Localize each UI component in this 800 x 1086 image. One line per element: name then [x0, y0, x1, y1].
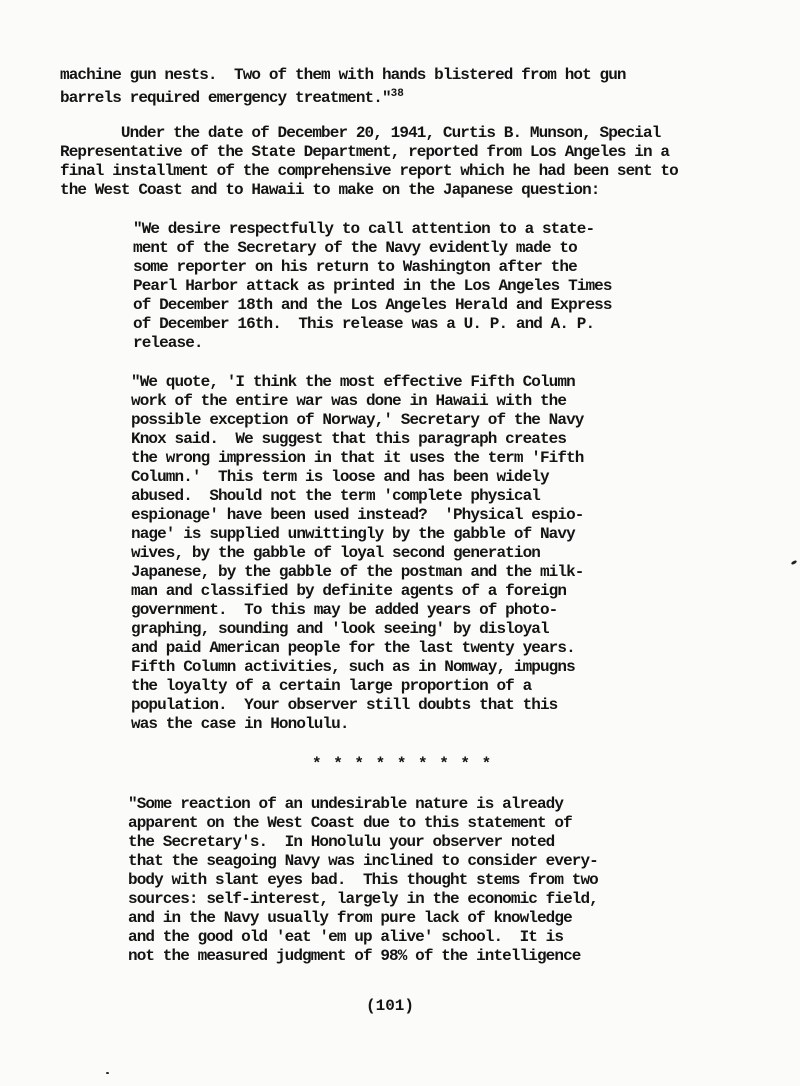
text-line-content: barrels required emergency treatment."	[60, 89, 391, 107]
quote-line: Fifth Column activities, such as in Nomway, impugns	[131, 658, 575, 676]
quote-line: work of the entire war was done in Hawaii with the	[131, 392, 567, 410]
quote-line: ment of the Secretary of the Navy evidently made to	[133, 239, 577, 257]
quote-line: government. To this may be added years of photo-	[131, 601, 558, 619]
quote-line: the loyalty of a certain large proportion of a	[131, 677, 532, 695]
quote-line: "Some reaction of an undesirable nature is already	[128, 795, 564, 813]
quote-line: nage' is supplied unwittingly by the gabble of Navy	[131, 525, 575, 543]
text-line: Under the date of December 20, 1941, Curtis B. Munson, Special	[60, 124, 661, 142]
quote-line: of December 18th and the Los Angeles Herald and Express	[133, 296, 612, 314]
page-number: (101)	[366, 997, 415, 1015]
quote-line: and the good old 'eat 'em up alive' school. It is	[128, 928, 564, 946]
text-line: final installment of the comprehensive report which he had been sent to	[60, 162, 678, 180]
text-line: Representative of the State Department, reported from Los Angeles in a	[60, 143, 670, 161]
text-line: the West Coast and to Hawaii to make on the Japanese question:	[60, 181, 600, 199]
quote-line: the wrong impression in that it uses the term 'Fifth	[131, 449, 584, 467]
quote-line: body with slant eyes bad. This thought stems from two	[128, 871, 598, 889]
quote-line: not the measured judgment of 98% of the intelligence	[128, 947, 581, 965]
footnote-reference: 38	[390, 88, 404, 100]
quote-line: release.	[133, 334, 203, 352]
text-line: machine gun nests. Two of them with hands blistered from hot gun	[60, 66, 626, 84]
quote-line: "We desire respectfully to call attention to a state-	[133, 220, 595, 238]
quote-line: apparent on the West Coast due to this statement of	[128, 814, 572, 832]
quote-line: some reporter on his return to Washington after the	[133, 258, 577, 276]
quote-line: espionage' have been used instead? 'Physical espio-	[131, 506, 584, 524]
quote-line: "We quote, 'I think the most effective Fifth Column	[131, 373, 575, 391]
section-separator: * * * * * * * * *	[312, 755, 493, 773]
quote-line: and in the Navy usually from pure lack of knowledge	[128, 909, 572, 927]
quote-line: abused. Should not the term 'complete physical	[131, 487, 540, 505]
quote-line: wives, by the gabble of loyal second generation	[131, 544, 540, 562]
quote-line: of December 16th. This release was a U. P. and A. P.	[133, 315, 595, 333]
quote-line: that the seagoing Navy was inclined to consider every-	[128, 852, 598, 870]
quote-line: Japanese, by the gabble of the postman and the milk-	[131, 563, 584, 581]
quote-line: Column.' This term is loose and has been widely	[131, 468, 549, 486]
quote-line: possible exception of Norway,' Secretary of the Navy	[131, 411, 584, 429]
text-line	[60, 85, 404, 108]
scan-speck	[791, 560, 798, 566]
quote-line: Pearl Harbor attack as printed in the Los Angeles Times	[133, 277, 612, 295]
quote-line: and paid American people for the last twenty years.	[131, 639, 575, 657]
quote-line: sources: self-interest, largely in the economic field,	[128, 890, 598, 908]
quote-line: population. Your observer still doubts that this	[131, 696, 558, 714]
quote-line: man and classified by definite agents of a foreign	[131, 582, 567, 600]
scan-speck	[106, 1072, 109, 1074]
quote-line: the Secretary's. In Honolulu your observer noted	[128, 833, 555, 851]
quote-line: Knox said. We suggest that this paragraph creates	[131, 430, 567, 448]
quote-line: graphing, sounding and 'look seeing' by disloyal	[131, 620, 549, 638]
quote-line: was the case in Honolulu.	[131, 715, 349, 733]
